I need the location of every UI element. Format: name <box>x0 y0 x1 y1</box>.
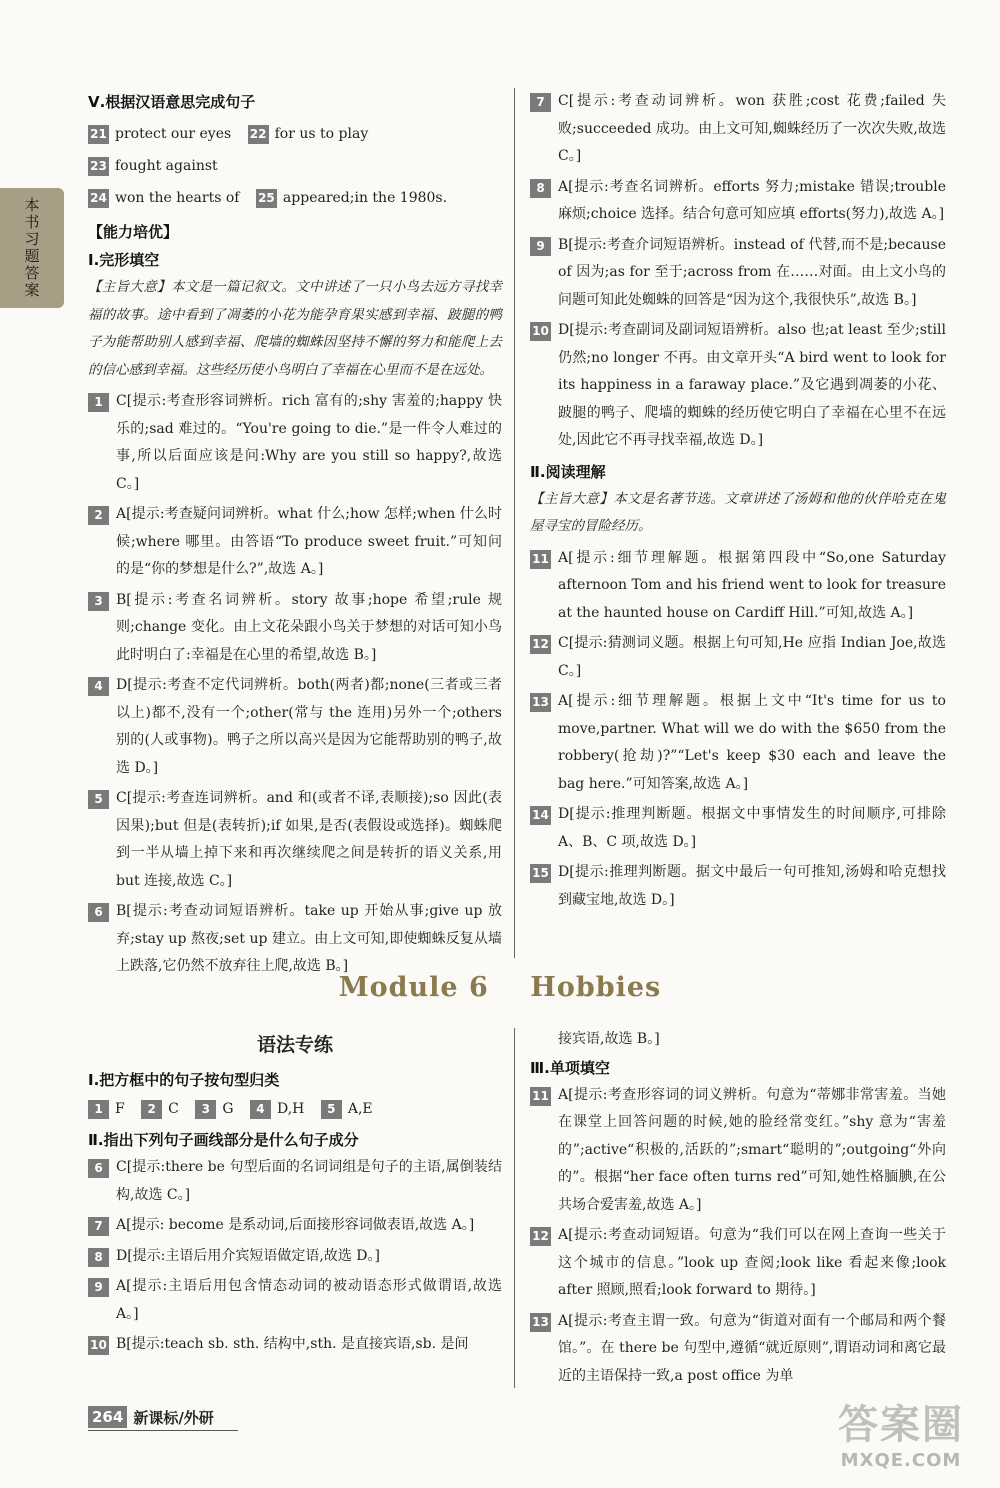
answer-item: 21 protect our eyes <box>88 118 231 150</box>
watermark <box>816 1384 986 1480</box>
answer-item: 8 A[提示:考查名词辨析。efforts 努力;mistake 错误;trouble 麻烦;choice 选择。结合句意可知应填 efforts(努力),故选 A。] <box>530 174 946 229</box>
answer-item: 23 fought against <box>88 150 218 182</box>
footer-rule <box>88 1430 238 1431</box>
answer-item: 7 C[提示:考查动词辨析。won 获胜;cost 花费;failed 失败;succeeded 成功。由上文可知,蜘蛛经历了一次次失败,故选 C。] <box>530 88 946 171</box>
answer-item: 3 B[提示:考查名词辨析。story 故事;hope 希望;rule 规则;change 变化。由上文花朵跟小鸟关于梦想的对话可知小鸟此时明白了:幸福是在心里的希望,故选 B。] <box>88 587 502 670</box>
module-heading: Module 6 Hobbies <box>338 972 662 1003</box>
grammar-s2-title: Ⅱ.指出下列句子画线部分是什么句子成分 <box>88 1131 359 1149</box>
answer-item: 6 C[提示:there be 句型后面的名词词组是句子的主语,属倒装结构,故选 C。] <box>88 1154 502 1209</box>
grammar-title: 语法专练 <box>256 1034 333 1056</box>
answer-item: 12 C[提示:猜测词义题。根据上句可知,He 应指 Indian Joe,故选 C。] <box>530 630 946 685</box>
answer-item: 8 D[提示:主语后用介宾短语做定语,故选 D。] <box>88 1243 502 1271</box>
left-column-bottom <box>88 1028 502 1362</box>
answer-item: 10 D[提示:考查副词及副词短语辨析。also 也;at least 至少;still 仍然;no longer 不再。由文章开头“A bird went to look for its happiness in a faraway place.”及它遇到凋萎的小花、跛腿的鸭子、爬墙的蜘蛛的经历使它明白了幸福在心里不在远处,因此它不再寻找幸福,故选 D。] <box>530 317 946 455</box>
left-column-top <box>88 88 502 984</box>
answer-item: 3 G <box>195 1094 233 1124</box>
reading-title: Ⅱ.阅读理解 <box>530 462 606 481</box>
ability-title: 【能力培优】 <box>88 223 179 241</box>
answer-item: 1 F <box>88 1094 125 1124</box>
reading-summary: 【主旨大意】本文是名著节选。文章讲述了汤姆和他的伙伴哈克在鬼屋寻宝的冒险经历。 <box>530 490 946 534</box>
answer-item: 2 A[提示:考查疑问词辨析。what 什么;how 怎样;when 什么时候;where 哪里。由答语“To produce sweet fruit.”可知问的是“你的梦想是什么?”,故选 A。] <box>88 501 502 584</box>
side-tab <box>0 188 64 308</box>
page-footer <box>88 1406 214 1428</box>
grammar-s1-title: Ⅰ.把方框中的句子按句型归类 <box>88 1071 280 1089</box>
answer-item: 11 A[提示:细节理解题。根据第四段中“So,one Saturday afternoon Tom and his friend went to look for treasure at the haunted house on Cardiff Hill.”可知,故选 A。] <box>530 545 946 628</box>
answer-item: 24 won the hearts of <box>88 182 239 214</box>
answer-item: 11 A[提示:考查形容词的词义辨析。句意为“蒂娜非常害羞。当她在课堂上回答问题的时候,她的脸经常变红。”shy 意为“害羞的”;active“积极的,活跃的”;smart“聪明的”;outgoing“外向的”。根据“her face often turns red”可知,她性格腼腆,在公共场合爱害羞,故选 A。] <box>530 1082 946 1220</box>
answer-item: 9 B[提示:考查介词短语辨析。instead of 代替,而不是;because of 因为;as for 至于;across from 在……对面。由上文小鸟的问题可知此处蜘蛛的回答是“因为这个,我很快乐”,故选 B。] <box>530 232 946 315</box>
continuation-text: 接宾语,故选 B。] <box>558 1031 660 1047</box>
watermark-site: MXQE.COM <box>840 1450 962 1471</box>
column-divider-bottom <box>514 1028 515 1388</box>
right-column-top <box>530 88 946 917</box>
grammar-s1-answers <box>88 1094 502 1124</box>
answer-item: 25 appeared;in the 1980s. <box>256 182 447 214</box>
answer-item: 13 A[提示:考查主谓一致。句意为“街道对面有一个邮局和两个餐馆。”。在 there be 句型中,遵循“就近原则”,谓语动词和离它最近的主语保持一致,a post office 为单 <box>530 1308 946 1391</box>
answer-item: 10 B[提示:teach sb. sth. 结构中,sth. 是直接宾语,sb. 是间 <box>88 1331 502 1359</box>
answer-item: 14 D[提示:推理判断题。根据文中事情发生的时间顺序,可排除 A、B、C 项,故选 D。] <box>530 801 946 856</box>
answer-item: 15 D[提示:推理判断题。据文中最后一句可推知,汤姆和哈克想找到藏宝地,故选 D。] <box>530 859 946 914</box>
footer-label: 新课标/外研 <box>133 1408 214 1427</box>
answer-item: 9 A[提示:主语后用包含情态动词的被动语态形式做谓语,故选 A。] <box>88 1273 502 1328</box>
answer-item: 13 A[提示:细节理解题。根据上文中“It's time for us to move,partner. What will we do with the $650 from the robbery(抢劫)?”“Let's keep $30 each and leave the bag here.”可知答案,故选 A。] <box>530 688 946 798</box>
answer-item: 12 A[提示:考查动词短语。句意为“我们可以在网上查询一些关于这个城市的信息。”look up 查阅;look like 看起来像;look after 照顾,照看;look forward to 期待。] <box>530 1222 946 1305</box>
answer-item: 5 C[提示:考查连词辨析。and 和(或者不译,表顺接);so 因此(表因果);but 但是(表转折);if 如果,是否(表假设或选择)。蜘蛛爬到一半从墙上掉下来和再次继续爬之间是转折的语义关系,用 but 连接,故选 C。] <box>88 785 502 895</box>
column-divider-top <box>514 88 515 958</box>
single-choice-title: Ⅲ.单项填空 <box>530 1058 610 1077</box>
answer-item: 1 C[提示:考查形容词辨析。rich 富有的;shy 害羞的;happy 快乐的;sad 难过的。“You're going to die.”是一件令人难过的事,所以后面应该是问:Why are you still so happy?,故选 C。] <box>88 388 502 498</box>
section-v-title: Ⅴ.根据汉语意思完成句子 <box>88 93 256 111</box>
cloze-title: Ⅰ.完形填空 <box>88 251 160 269</box>
answer-item: 4 D[提示:考查不定代词辨析。both(两者)都;none(三者或三者以上)都不,没有一个;other(常与 the 连用)另外一个;others 别的(人或事物)。鸭子之所以高兴是因为它能帮助别的鸭子,故选 D。] <box>88 672 502 782</box>
page-number: 264 <box>88 1406 127 1428</box>
answer-item: 7 A[提示: become 是系动词,后面接形容词做表语,故选 A。] <box>88 1212 502 1240</box>
answer-item: 6 B[提示:考查动词短语辨析。take up 开始从事;give up 放弃;stay up 熬夜;set up 建立。由上文可知,即使蜘蛛反复从墙上跌落,它仍然不放弃往上爬,故选 B。] <box>88 898 502 981</box>
answer-item: 5 A,E <box>321 1094 373 1124</box>
cloze-summary: 【主旨大意】本文是一篇记叙文。文中讲述了一只小鸟去远方寻找幸福的故事。途中看到了凋萎的小花为能孕育果实感到幸福、跛腿的鸭子为能帮助别人感到幸福、爬墙的蜘蛛因坚持不懈的努力和能爬上去的信心感到幸福。这些经历使小鸟明白了幸福在心里而不是在远处。 <box>88 279 502 378</box>
side-tab-label: 本书习题答案 <box>22 197 41 299</box>
section-v-answers <box>88 118 502 214</box>
right-column-bottom <box>530 1026 946 1393</box>
answer-item: 22 for us to play <box>248 118 369 150</box>
answer-item: 4 D,H <box>250 1094 304 1124</box>
answer-item: 2 C <box>141 1094 179 1124</box>
watermark-logo: 答案圈 <box>838 1402 964 1448</box>
